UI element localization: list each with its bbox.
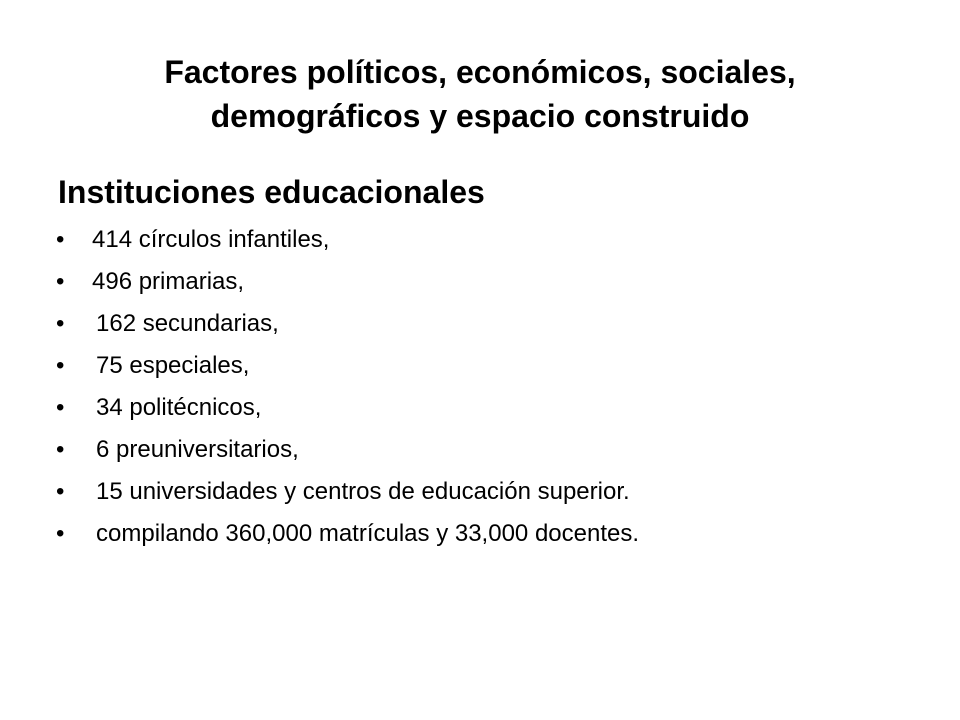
bullet-icon: •	[56, 520, 65, 547]
bullet-text: 34 politécnicos,	[96, 394, 262, 421]
bullet-text: 414 círculos infantiles,	[92, 226, 330, 253]
bullet-icon: •	[56, 478, 65, 505]
bullet-text: 15 universidades y centros de educación superior.	[96, 478, 630, 505]
bullet-icon: •	[56, 310, 65, 337]
bullet-text: 75 especiales,	[96, 352, 250, 379]
slide-title-line-1: Factores políticos, económicos, sociales,	[164, 54, 796, 90]
bullet-text: 496 primarias,	[92, 268, 245, 295]
bullet-icon: •	[56, 436, 65, 463]
bullet-text: compilando 360,000 matrículas y 33,000 docentes.	[96, 520, 640, 547]
bullet-icon: •	[56, 226, 65, 253]
bullet-text: 162 secundarias,	[96, 310, 279, 337]
slide-title	[60, 50, 900, 138]
section-heading: Instituciones educacionales	[58, 174, 485, 210]
bullet-icon: •	[56, 394, 65, 421]
bullet-text: 6 preuniversitarios,	[96, 436, 299, 463]
slide-title-line-2: demográficos y espacio construido	[210, 98, 750, 134]
bullet-icon: •	[56, 268, 65, 295]
bullet-icon: •	[56, 352, 65, 379]
